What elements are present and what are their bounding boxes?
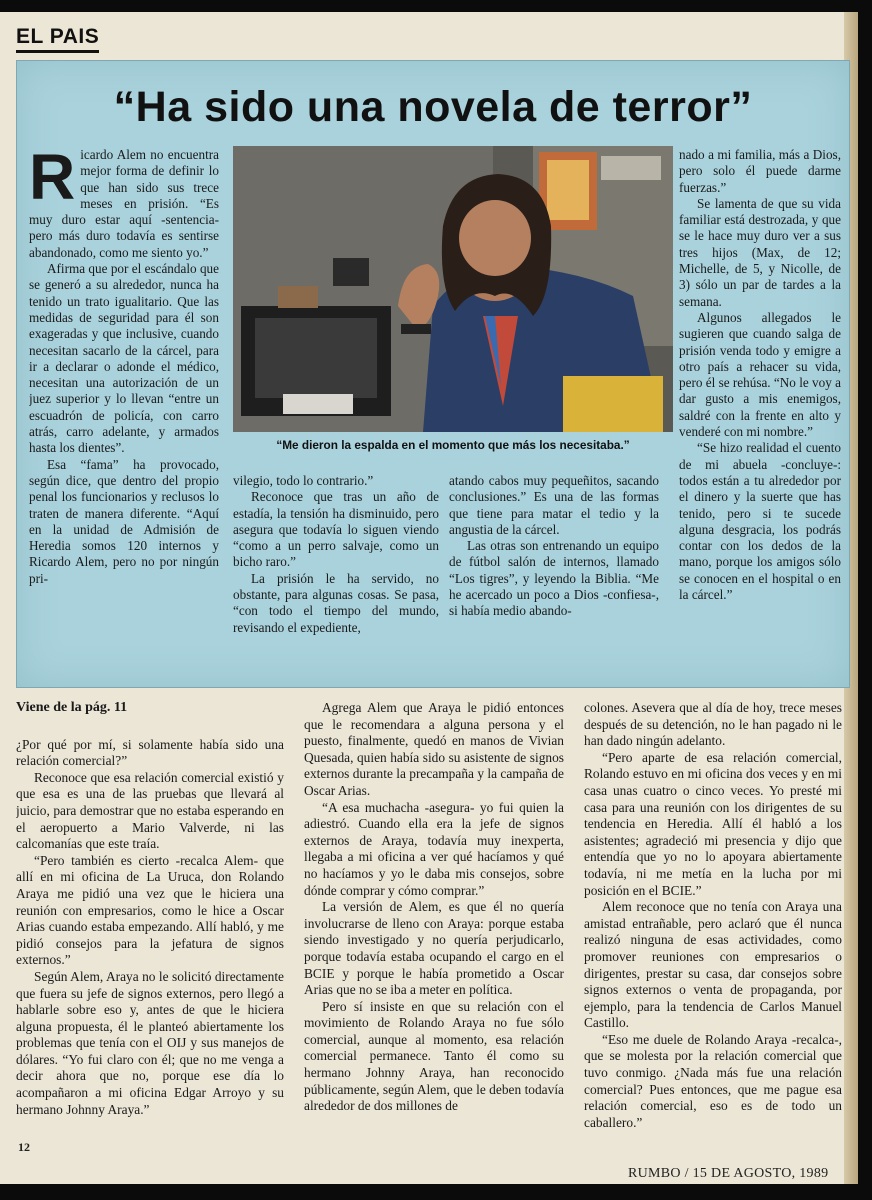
section-title: EL PAIS bbox=[16, 25, 99, 53]
article-paragraph: Pero sí insiste en que su relación con el movimiento de Rolando Araya no fue sólo comercial, aunque al momento, esa relación comercial permanece. Tanto él como su hermano Johnny Araya, han reconocido públicamente, según Alem, que le deben todavía alrededor de dos millones de bbox=[304, 998, 564, 1114]
article-paragraph: colones. Asevera que al día de hoy, trece meses después de su detención, no le han pagado ni le han dado ningún adelanto. bbox=[584, 700, 842, 749]
photo-caption: “Me dieron la espalda en el momento que más los necesitaba.” bbox=[276, 438, 630, 452]
feature-box bbox=[16, 60, 850, 688]
feature-column-2 bbox=[233, 473, 439, 681]
drop-cap: R bbox=[29, 147, 76, 213]
article-paragraph: Según Alem, Araya no le solicitó directamente que fuera su jefe de signos externos, pero llegó a hablarle sobre eso y, antes de que le hiciera alguna propuesta, él le planteó abiertamente los problemas que tenía con el OIJ y sus manejos de dólares. “Yo fui claro con él; que no me venga a decir ahora que no, porque ese día lo acompañaron a mi oficina Edgar Arroyo y su hermano Johnny Araya.” bbox=[16, 968, 284, 1117]
magazine-page bbox=[0, 12, 858, 1184]
article-column-2 bbox=[304, 700, 564, 1160]
feature-paragraph: “Se hizo realidad el cuento de mi abuela -concluye-: todos están a tu alrededor por el dinero y la suerte que has tenido, pero si te sucede alguna desgracia, los podrás contar con los dedos de la mano, porque los amigos sólo se conocen en el hospital o en la cárcel.” bbox=[679, 440, 841, 603]
article-paragraph: “Eso me duele de Rolando Araya -recalca-, que se molesta por la relación comercial que tuvo conmigo. ¿Nada más fue una relación comercial? Pues entonces, que me pague esa relación comercial, eso es de todo un caballero.” bbox=[584, 1031, 842, 1130]
feature-paragraph: Las otras son entrenando un equipo de fútbol salón de internos, llamado “Los tigres”, y leyendo la Biblia. “Me he acercado un poco a Dios -confiesa-, si había medio abando- bbox=[449, 538, 659, 619]
page-number: 12 bbox=[18, 1140, 30, 1154]
article-column-1 bbox=[16, 692, 284, 1132]
portrait-photo bbox=[233, 146, 673, 432]
article-paragraph: Reconoce que esa relación comercial existió y que esa es una de las pruebas que llevará al juicio, para demostrar que no estaba esperando en el aeropuerto a Mario Valverde, ni las calcomanías que este traía. bbox=[16, 769, 284, 852]
feature-column-1 bbox=[29, 147, 219, 681]
feature-paragraph: Ricardo Alem no encuentra mejor forma de definir lo que han sido sus trece meses en prisión. “Es muy duro estar aquí -sentencia- pero más duro todavía es sentirse abandonado, como me siento yo.” bbox=[29, 147, 219, 260]
feature-paragraph: Se lamenta de que su vida familiar está destrozada, y que se le hace muy duro ver a sus tres hijos (Max, de 12; Michelle, de 5, y Nicolle, de 3) sólo un par de tardes a la semana. bbox=[679, 195, 841, 309]
feature-headline: “Ha sido una novela de terror” bbox=[113, 83, 753, 131]
article-column-3 bbox=[584, 700, 842, 1160]
feature-paragraph: atando cabos muy pequeñitos, sacando conclusiones.” Es una de las formas que tiene para matar el tedio y la angustia de la cárcel. bbox=[449, 473, 659, 537]
article-paragraph: ¿Por qué por mí, si solamente había sido una relación comercial?” bbox=[16, 736, 284, 769]
article-paragraph: La versión de Alem, es que él no quería involucrarse de lleno con Araya: porque estaba siendo investigado y no quería perjudicarlo, porque todavía estaba ocupando el cargo en el BCIE y porque le había prometido a Oscar Arias que no se iba a meter en política. bbox=[304, 899, 564, 998]
article-paragraph: Alem reconoce que no tenía con Araya una amistad entrañable, pero aclaró que él nunca realizó ninguna de esas actividades, como promover reuniones con empresarios o dirigentes, prestar su casa, dar consejos sobre signos externos o venta de propaganda, por ejemplo, para la tendencia de Carlos Manuel Castillo. bbox=[584, 899, 842, 1031]
feature-column-3 bbox=[449, 473, 659, 681]
article-paragraph: “A esa muchacha -asegura- yo fui quien la adiestró. Cuando ella era la jefe de signos externos de Araya, todavía muy inexperta, llegaba a mi oficina a ver qué hacíamos y qué no hacíamos y yo le daba mis consejos, sobre dónde comprar y cómo comprar.” bbox=[304, 799, 564, 898]
article-paragraph: Agrega Alem que Araya le pidió entonces que le recomendara a alguna persona y el puesto, finalmente, quedó en manos de Vivian Quesada, quien había sido su asistente de signos externos durante la precampaña y la campaña de Oscar Arias. bbox=[304, 700, 564, 798]
feature-paragraph: Afirma que por el escándalo que se generó a su alrededor, nunca ha tenido un trato igualitario. Que las medidas de seguridad para él son exageradas y que inclusive, cuando necesitan sacarlo de la cárcel, para ir a declarar o adonde el médico, necesitan una autorización de un juez superior y lo llevan “entre un escuadrón de policía, con carro atrás, carro adelante, y armados hasta los dientes”. bbox=[29, 261, 219, 456]
feature-paragraph: nado a mi familia, más a Dios, pero solo él puede darme fuerzas.” bbox=[679, 147, 841, 195]
feature-paragraph: La prisión le ha servido, no obstante, para algunas cosas. Se pasa, “con todo el tiempo del mundo, revisando el expediente, bbox=[233, 570, 439, 635]
article-paragraph: “Pero también es cierto -recalca Alem- que allí en mi oficina de La Uruca, don Rolando Araya me pidió una vez que le hiciera una reunión con empresarios, como le hice a Oscar Arias cuando estaba empezando. Allí habló, y me pidió consejos para la jefatura de signos externos.” bbox=[16, 852, 284, 968]
article-paragraph: “Pero aparte de esa relación comercial, Rolando estuvo en mi oficina dos veces y en mi casa unas cuatro o cinco veces. Yo presté mi casa para una reunión con los dirigentes de su tendencia en Heredia. Allí él habló a los asistentes; agradeció mi presencia y dijo que entendía que yo no lo apoyara abiertamente todavía, ni me metía en la lucha por mi posición en el BCIE.” bbox=[584, 749, 842, 898]
feature-paragraph: vilegio, todo lo contrario.” bbox=[233, 473, 374, 488]
feature-column-4 bbox=[679, 147, 841, 681]
photo-image bbox=[233, 146, 673, 432]
feature-paragraph: Reconoce que tras un año de estadía, la tensión ha disminuido, pero asegura que todavía lo siguen viendo “como a un perro salvaje, como un bicho raro.” bbox=[233, 489, 439, 570]
feature-paragraph: Esa “fama” ha provocado, según dice, que dentro del propio penal los funcionarios y reclusos lo traten de manera diferente. “Aquí en la unidad de Admisión de Heredia somos 120 internos y Ricardo Alem, pero no por ningún pri- bbox=[29, 456, 219, 586]
feature-paragraph: Algunos allegados le sugieren que cuando salga de prisión venda todo y emigre a otro país a rehacer su vida, pero él se rehúsa. “No le voy a dar gusto a mis enemigos, saldré con la frente en alto y venderé con mi nombre.” bbox=[679, 309, 841, 440]
magazine-footer: RUMBO / 15 DE AGOSTO, 1989 bbox=[628, 1166, 829, 1181]
continued-from-label: Viene de la pág. 11 bbox=[16, 700, 128, 715]
article-continuation bbox=[16, 692, 856, 1172]
